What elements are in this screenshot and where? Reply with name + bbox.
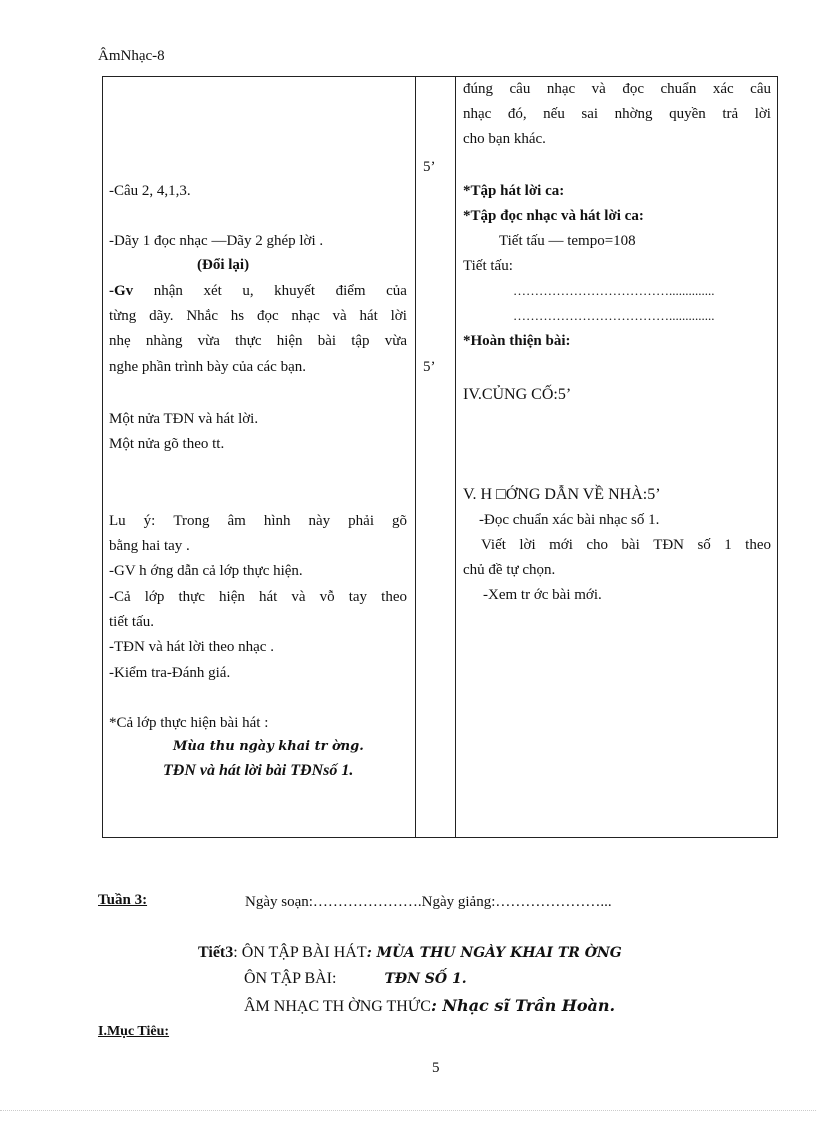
word: nhạc [291, 308, 320, 324]
time-5-min-1: 5’ [423, 159, 436, 175]
lesson-music-knowledge-label: ÂM NHẠC TH ỜNG THỨC [244, 998, 431, 1015]
left-note-line-2: bằng hai tay . [109, 538, 190, 554]
page-number: 5 [432, 1060, 440, 1076]
word: thực [178, 589, 205, 605]
left-item-rows: -Dãy 1 đọc nhạc —Dãy 2 ghép lời . [109, 233, 324, 249]
word: vỗ [319, 589, 335, 605]
word: u, [242, 283, 254, 299]
page-header-subject: ÂmNhạc-8 [98, 48, 165, 64]
word: nhàng [145, 333, 183, 349]
word: chuẩn [660, 81, 697, 97]
word: và [332, 308, 347, 324]
lesson-title-line-3 [244, 996, 615, 1016]
word: TĐN [653, 537, 685, 553]
word: quyền [669, 106, 706, 122]
right-homework-1: -Đọc chuẩn xác bài nhạc số 1. [479, 512, 660, 528]
right-homework-3: chủ đề tự chọn. [463, 562, 556, 578]
right-rhythm-blank-2: ……………………………….............. [513, 308, 715, 323]
word: số [697, 537, 711, 553]
page-bottom-divider [0, 1110, 816, 1111]
right-rhythm-blank-1: ……………………………….............. [513, 283, 715, 298]
right-line-2 [463, 104, 771, 124]
word: nhờng [614, 106, 653, 122]
word: Viết [481, 537, 506, 553]
word: xét [203, 283, 222, 299]
word: vừa [197, 333, 220, 349]
left-half-group-1: Một nửa TĐN và hát lời. [109, 411, 259, 427]
time-5-min-2: 5’ [423, 359, 436, 375]
word: nhạc [463, 106, 492, 122]
right-homework-heading: V. H □ỚNG DẪN VỀ NHÀ:5’ [463, 486, 661, 503]
word: Nhắc [186, 308, 218, 324]
lesson-composer: : Nhạc sĩ Trần Hoàn. [430, 996, 616, 1015]
word: này [308, 513, 331, 529]
word: Trong [173, 513, 210, 529]
right-line-1 [463, 79, 771, 99]
word: lớp [144, 589, 165, 605]
left-tdn: -TĐN và hát lời theo nhạc . [109, 639, 274, 655]
word: hs [230, 308, 245, 324]
word: đọc [256, 308, 279, 324]
left-half-group-2: Một nửa gõ theo tt. [109, 436, 225, 452]
column-divider-1 [415, 77, 416, 837]
left-feedback-line-2 [109, 306, 407, 326]
left-song-tdn: TĐN và hát lời bài TĐNsố 1. [163, 762, 354, 779]
word: gõ [391, 513, 407, 529]
word: khuyết [274, 283, 315, 299]
right-rhythm-label: Tiết tấu: [463, 258, 513, 274]
word: câu [509, 81, 531, 97]
left-item-swap: (Đổi lại) [197, 257, 250, 273]
word: sai [581, 106, 599, 122]
right-tempo: Tiết tấu — tempo=108 [499, 233, 636, 249]
word: bài [621, 537, 640, 553]
word: dãy. [149, 308, 174, 324]
left-gv-guide: -GV h ớng dẫn cả lớp thực hiện. [109, 563, 303, 579]
word: -Cả [109, 589, 131, 605]
right-consolidation: IV.CỦNG CỐ:5’ [463, 386, 572, 403]
week-dates: Ngày soạn:………………….Ngày giảng:…………………... [245, 894, 612, 910]
column-divider-2 [455, 77, 456, 837]
word: nhận [153, 283, 183, 299]
word: nhẹ [109, 333, 131, 349]
word: phải [348, 513, 374, 529]
word: hiện [219, 589, 245, 605]
word: và [291, 589, 306, 605]
left-song-title: Mùa thu ngày khai tr ờng. [173, 739, 364, 754]
word: trả [722, 106, 739, 122]
lesson-number: Tiết3 [198, 944, 234, 961]
word: lời [754, 106, 771, 122]
left-feedback-line-3 [109, 331, 407, 351]
word: lời [519, 537, 536, 553]
word: theo [381, 589, 407, 605]
word: 1 [724, 537, 732, 553]
week-label: Tuần 3: [98, 892, 148, 908]
word: hát [359, 308, 378, 324]
word: câu [750, 81, 771, 97]
word: theo [745, 537, 771, 553]
lesson-review-song-label: : ÔN TẬP BÀI HÁT [233, 944, 367, 961]
word: nhạc [546, 81, 576, 97]
word: ý: [143, 513, 156, 529]
left-check: -Kiểm tra-Đánh giá. [109, 665, 231, 681]
lesson-title-line-2 [244, 970, 467, 988]
word: lời [390, 308, 407, 324]
word: tay [348, 589, 368, 605]
left-perform: *Cả lớp thực hiện bài hát : [109, 715, 269, 731]
right-read-and-sing: *Tập đọc nhạc và hát lời ca: [463, 208, 644, 224]
word: xác [712, 81, 734, 97]
left-feedback-line-1 [109, 281, 407, 301]
lesson-table [102, 76, 778, 838]
word: nếu [543, 106, 565, 122]
word: Lu [109, 513, 126, 529]
lesson-title-line-1 [198, 944, 622, 962]
word: và [591, 81, 606, 97]
word: từng [109, 308, 137, 324]
word: vừa [384, 333, 407, 349]
word: đó, [507, 106, 527, 122]
right-homework-2 [481, 535, 771, 555]
word: điểm [335, 283, 366, 299]
left-note-line-1 [109, 511, 407, 531]
word: hiện [276, 333, 303, 349]
gv-label: -Gv [109, 283, 134, 299]
word: âm [227, 513, 246, 529]
word: hình [263, 513, 291, 529]
right-homework-4: -Xem tr ớc bài mới. [483, 587, 602, 603]
lesson-song-name: : MÙA THU NGÀY KHAI TR ỜNG [366, 945, 622, 961]
word: tập [351, 333, 370, 349]
right-sing-lyrics: *Tập hát lời ca: [463, 183, 565, 199]
objectives-heading: I.Mục Tiêu: [98, 1024, 170, 1039]
word: đúng [463, 81, 493, 97]
word: đọc [622, 81, 644, 97]
left-class-line-2: tiết tấu. [109, 614, 154, 630]
word: mới [549, 537, 573, 553]
lesson-review-label: ÔN TẬP BÀI: [244, 970, 337, 987]
word: cho [586, 537, 608, 553]
word: của [386, 283, 407, 299]
right-line-3: cho bạn khác. [463, 131, 546, 147]
left-item-questions: -Câu 2, 4,1,3. [109, 183, 191, 199]
word: hát [258, 589, 278, 605]
left-class-line-1 [109, 587, 407, 607]
left-feedback-line-4: nghe phần trình bày của các bạn. [109, 359, 306, 375]
word: thực [235, 333, 262, 349]
lesson-tdn-name: TĐN SỐ 1. [384, 971, 467, 987]
right-complete-lesson: *Hoàn thiện bài: [463, 333, 571, 349]
word: bài [317, 333, 337, 349]
